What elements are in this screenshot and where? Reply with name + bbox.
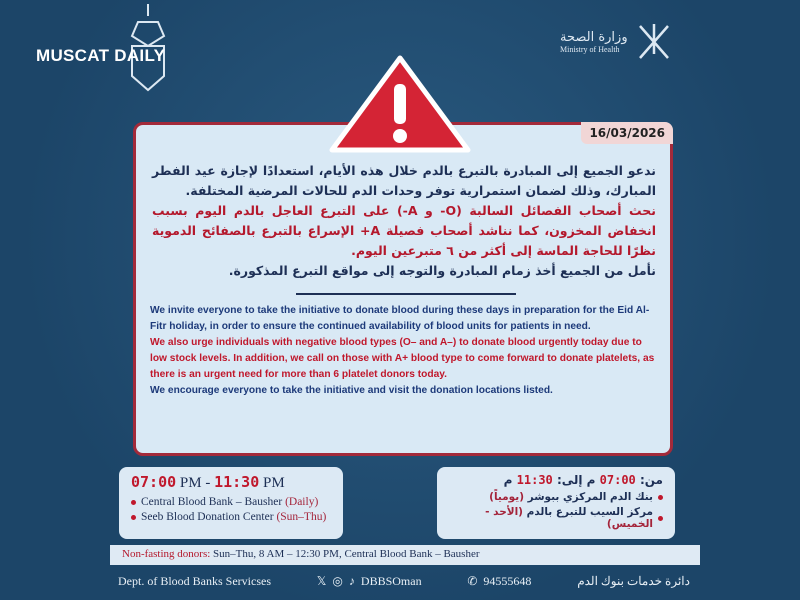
hours-box-english [119, 467, 343, 539]
location-item [449, 491, 663, 503]
from-label: من: [635, 473, 663, 487]
location-item [131, 511, 331, 523]
location-name: مركز السيب للتبرع بالدم [522, 506, 653, 518]
location-name: Seeb Blood Donation Center [141, 511, 277, 523]
arabic-p3: نأمل من الجميع أخذ زمام المبادرة والتوجه إلى مواقع التبرع المذكورة. [228, 263, 656, 278]
time-suffix: م [503, 473, 517, 487]
location-name: Central Blood Bank – Bausher [141, 496, 286, 508]
location-days: (الأحد - الخميس) [485, 506, 653, 530]
to-label: م إلى: [552, 473, 600, 487]
arabic-p1: ندعو الجميع إلى المبادرة بالتبرع بالدم خلال هذه الأيام، استعدادًا لإجازة عيد الفطر المبارك، وذلك لضمان استمرارية توفر وحدات الدم للحالات المرضية المختلفة. [152, 163, 656, 198]
warning-icon [328, 54, 472, 156]
arabic-message [152, 161, 656, 281]
tiktok-icon[interactable]: ♪ [348, 573, 355, 588]
end-time: 11:30 [516, 473, 553, 487]
location-days: (Sun–Thu) [276, 511, 327, 523]
oman-emblem-icon [636, 22, 672, 62]
english-p3: We encourage everyone to take the initiative and visit the donation locations listed. [150, 385, 553, 396]
date-badge: 16/03/2026 [581, 122, 673, 144]
phone-number[interactable]: 94555648 [483, 573, 532, 588]
footer [118, 568, 690, 594]
arabic-p2: نحث أصحاب الفصائل السالبة (O- و A-) على التبرع العاجل بالدم اليوم بسبب انخفاض المخزون، كما نناشد أصحاب فصيلة A+ الإسراع بالتبرع بالصفائح الدموية نظرًا للحاجة الماسة إلى أكثر من ٦ متبرعين اليوم. [152, 203, 656, 258]
dept-name-en: Dept. of Blood Banks Servicses [118, 573, 271, 588]
english-message [150, 303, 656, 399]
end-time: 11:30 [214, 473, 260, 491]
dept-name-ar: دائرة خدمات بنوك الدم [577, 573, 690, 588]
time-suffix: PM [259, 475, 285, 491]
ministry-ar: وزارة الصحة [560, 30, 628, 45]
ministry-logo [560, 22, 672, 62]
location-item [449, 506, 663, 530]
social-handle[interactable]: DBBSOman [360, 573, 422, 588]
whatsapp-icon: ✆ [467, 573, 478, 588]
note-text: Sun–Thu, 8 AM – 12:30 PM, Central Blood Bank – Bausher [213, 548, 480, 560]
location-name: بنك الدم المركزي ببوشر [524, 491, 653, 503]
bullet-icon [131, 500, 136, 505]
announcement-card [133, 122, 673, 456]
english-p2: We also urge individuals with negative blood types (O– and A–) to donate blood urgently today due to low stock levels. In addition, we call on those with A+ blood type to come forward to donate platelets, as there is an urgent need for more than 6 platelet donors today. [150, 337, 655, 380]
x-icon[interactable]: 𝕏 [316, 573, 327, 588]
start-time: 07:00 [131, 473, 177, 491]
bullet-icon [131, 515, 136, 520]
brand-logo: MUSCAT DAILY [36, 46, 166, 65]
location-days: (يومياً) [489, 491, 525, 503]
non-fasting-note [110, 545, 700, 565]
bullet-icon [658, 516, 663, 521]
bullet-icon [658, 495, 663, 500]
time-sep: PM - [176, 475, 215, 491]
hours-box-arabic [437, 467, 675, 539]
start-time: 07:00 [599, 473, 636, 487]
divider [296, 293, 516, 295]
note-label: Non-fasting donors: [122, 548, 214, 560]
ministry-en: Ministry of Health [560, 45, 620, 54]
instagram-icon[interactable]: ◎ [332, 573, 343, 588]
social-links [317, 574, 422, 589]
location-days: (Daily) [285, 496, 319, 508]
english-p1: We invite everyone to take the initiative to donate blood during these days in preparation for the Eid Al-Fitr holiday, in order to ensure the continued availability of blood units for patients in need. [150, 305, 650, 332]
location-item [131, 496, 331, 508]
